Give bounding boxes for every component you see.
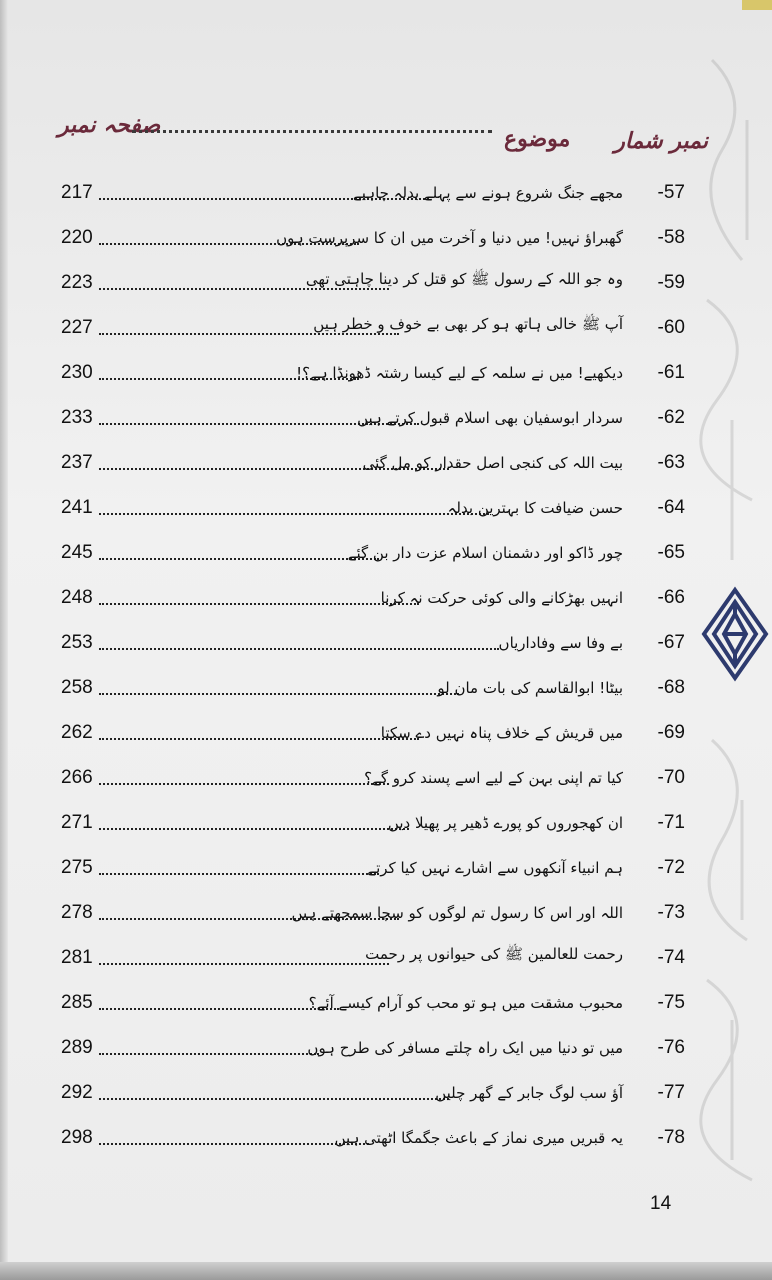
dotted-leader [99, 873, 379, 875]
entry-page-number: 281 [61, 947, 93, 968]
entry-serial-number: -76 [657, 1037, 685, 1058]
entry-page-number: 220 [61, 227, 93, 248]
entry-page-number: 227 [61, 317, 93, 338]
entry-page-number: 237 [61, 452, 93, 473]
entry-title: یہ قبریں میری نماز کے باعث جگمگا اٹھتی ہیں [334, 1129, 623, 1147]
entry-page-number: 292 [61, 1082, 93, 1103]
entry-serial-number: -65 [657, 542, 685, 563]
entry-page-number: 258 [61, 677, 93, 698]
dotted-leader [99, 1008, 339, 1010]
page-bottom-edge [0, 1262, 772, 1280]
entry-title: بیٹا! ابوالقاسم کی بات مان لو [437, 679, 623, 697]
entry-serial-number: -58 [657, 227, 685, 248]
entry-serial-number: -64 [657, 497, 685, 518]
entry-title: ہم انبیاء آنکھوں سے اشارے نہیں کیا کرتے [367, 859, 623, 877]
entry-serial-number: -68 [657, 677, 685, 698]
toc-entry [55, 798, 685, 838]
entry-page-number: 278 [61, 902, 93, 923]
entry-page-number: 217 [61, 182, 93, 203]
entry-serial-number: -62 [657, 407, 685, 428]
toc-entry [55, 258, 685, 298]
entry-title: چور ڈاکو اور دشمنان اسلام عزت دار بن گئے [347, 544, 623, 562]
entry-page-number: 241 [61, 497, 93, 518]
toc-entry [55, 483, 685, 523]
dotted-leader [99, 1143, 369, 1145]
entry-page-number: 271 [61, 812, 93, 833]
dotted-leader [99, 828, 409, 830]
entry-serial-number: -74 [657, 947, 685, 968]
toc-entry [55, 843, 685, 883]
dotted-leader [99, 963, 389, 965]
entry-title: بے وفا سے وفاداریاں [498, 634, 623, 652]
toc-entry [55, 888, 685, 928]
entry-page-number: 245 [61, 542, 93, 563]
entry-title: گھبراؤ نہیں! میں دنیا و آخرت میں ان کا سرپرست ہوں [276, 229, 623, 247]
entry-page-number: 223 [61, 272, 93, 293]
page-number-heading: صفحہ نمبر [58, 112, 161, 138]
adjacent-page-corner [742, 0, 772, 10]
entry-page-number: 248 [61, 587, 93, 608]
entry-title: اللہ اور اس کا رسول تم لوگوں کو سچا سمجھتے ہیں [291, 904, 623, 922]
header-dotted-leader [132, 130, 492, 133]
page-left-edge [0, 0, 8, 1280]
entry-serial-number: -67 [657, 632, 685, 653]
toc-entry [55, 168, 685, 208]
entry-page-number: 253 [61, 632, 93, 653]
toc-entry [55, 708, 685, 748]
toc-entry [55, 933, 685, 973]
entry-serial-number: -66 [657, 587, 685, 608]
toc-entry [55, 438, 685, 478]
page-footer-number: 14 [650, 1193, 672, 1214]
entry-title: کیا تم اپنی بہن کے لیے اسے پسند کرو گے؟ [364, 769, 623, 787]
entry-page-number: 289 [61, 1037, 93, 1058]
entry-page-number: 266 [61, 767, 93, 788]
entry-serial-number: -75 [657, 992, 685, 1013]
toc-entry [55, 663, 685, 703]
entry-title: بیت اللہ کی کنجی اصل حقدار کو مل گئی [362, 454, 623, 472]
toc-entry [55, 1023, 685, 1063]
toc-entry [55, 213, 685, 253]
entry-title: ان کھجوروں کو پورے ڈھیر پر پھیلا دیں [387, 814, 623, 832]
toc-entry [55, 618, 685, 658]
serial-number-heading: نمبر شمار [614, 128, 708, 154]
topic-heading: موضوع [504, 126, 571, 152]
dotted-leader [99, 603, 419, 605]
entry-serial-number: -61 [657, 362, 685, 383]
dotted-leader [99, 693, 459, 695]
dotted-leader [99, 783, 389, 785]
toc-entry [55, 1068, 685, 1108]
dotted-leader [99, 513, 489, 515]
toc-entry [55, 528, 685, 568]
entry-title: مجھے جنگ شروع ہونے سے پہلے بدلہ چاہیے [353, 184, 623, 202]
dotted-leader [99, 1098, 449, 1100]
entry-serial-number: -60 [657, 317, 685, 338]
toc-entry [55, 393, 685, 433]
entry-page-number: 230 [61, 362, 93, 383]
entry-title: محبوب مشقت میں ہو تو محب کو آرام کیسے آئے؟ [308, 994, 623, 1012]
entry-title: آپ ﷺ خالی ہاتھ ہو کر بھی بے خوف و خطر ہیں [313, 315, 623, 333]
toc-header [58, 108, 708, 158]
entry-serial-number: -69 [657, 722, 685, 743]
entry-title: میں تو دنیا میں ایک راہ چلتے مسافر کی طرح ہوں [307, 1039, 623, 1057]
toc-entry [55, 348, 685, 388]
entry-serial-number: -73 [657, 902, 685, 923]
kufic-ornament-icon [700, 586, 770, 682]
dotted-leader [99, 648, 499, 650]
entry-serial-number: -57 [657, 182, 685, 203]
entry-title: میں قریش کے خلاف پناہ نہیں دے سکتا [380, 724, 623, 742]
entry-title: آؤ سب لوگ جابر کے گھر چلیں [435, 1084, 623, 1102]
toc-entry [55, 573, 685, 613]
entry-serial-number: -63 [657, 452, 685, 473]
entry-title: وہ جو اللہ کے رسول ﷺ کو قتل کر دینا چاہتی تھی [305, 270, 623, 288]
toc-entry [55, 978, 685, 1018]
toc-entry [55, 1113, 685, 1153]
entry-serial-number: -77 [657, 1082, 685, 1103]
dotted-leader [99, 1053, 319, 1055]
entry-page-number: 298 [61, 1127, 93, 1148]
dotted-leader [99, 738, 419, 740]
entry-title: حسن ضیافت کا بہترین بدلہ [447, 499, 623, 517]
dotted-leader [99, 558, 379, 560]
entry-serial-number: -72 [657, 857, 685, 878]
toc-entry [55, 753, 685, 793]
entry-serial-number: -59 [657, 272, 685, 293]
entry-serial-number: -78 [657, 1127, 685, 1148]
entry-title: انہیں بھڑکانے والی کوئی حرکت نہ کرنا [380, 589, 623, 607]
entry-serial-number: -70 [657, 767, 685, 788]
entry-page-number: 285 [61, 992, 93, 1013]
entry-page-number: 262 [61, 722, 93, 743]
entry-title: سردار ابوسفیان بھی اسلام قبول کرتے ہیں [357, 409, 623, 427]
entry-page-number: 233 [61, 407, 93, 428]
entry-page-number: 275 [61, 857, 93, 878]
toc-entry [55, 303, 685, 343]
entry-serial-number: -71 [657, 812, 685, 833]
entry-title: رحمت للعالمین ﷺ کی حیوانوں پر رحمت [365, 945, 623, 963]
entry-title: دیکھیے! میں نے سلمہ کے لیے کیسا رشتہ ڈھونڈا ہے؟! [296, 364, 623, 382]
